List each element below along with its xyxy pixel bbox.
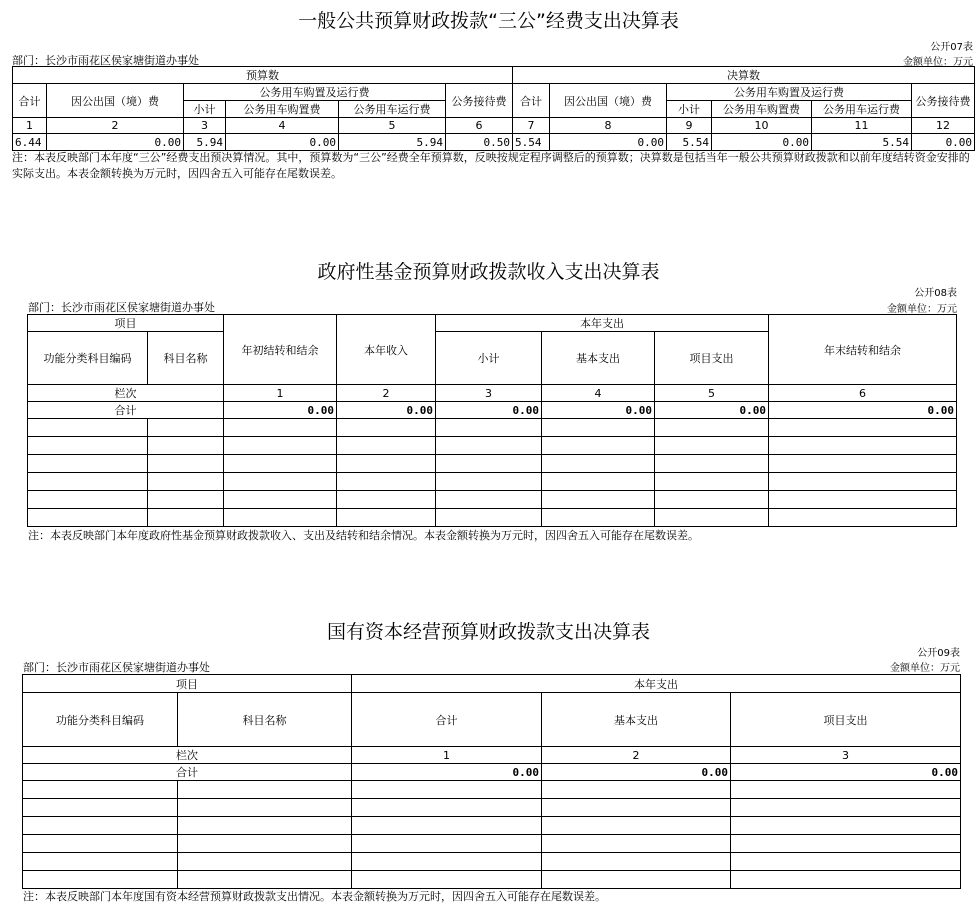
t07-table (12, 66, 975, 151)
t07-colnum: 1 (13, 118, 47, 134)
t07-final-group: 决算数 (513, 67, 975, 84)
t08-code: 公开08表 (914, 288, 957, 299)
t08-unit: 金额单位：万元 (887, 304, 957, 315)
t09-total: 0.00 (731, 764, 961, 781)
t07-colnum: 8 (550, 118, 667, 134)
t08-h-end: 年末结转和结余 (769, 315, 957, 385)
t07-value: 5.54 (812, 134, 912, 151)
t09-note: 注：本表反映部门本年度国有资本经营预算财政拨款支出情况。本表金额转换为万元时，因四舍五入可能存在尾数误差。 (23, 890, 606, 903)
t07-code: 公开07表 (930, 42, 973, 53)
t07-value: 5.54 (513, 134, 550, 151)
t07-h-car-group: 公务用车购置及运行费 (184, 84, 446, 101)
t08-h-col: 栏次 (28, 385, 224, 402)
t07-colnum: 4 (226, 118, 339, 134)
table-row (28, 419, 957, 437)
t08-colnum: 3 (436, 385, 542, 402)
t08-table (27, 314, 957, 527)
t07-h-car-run-final: 公务用车运行费 (812, 101, 912, 118)
t08-h-subtotal: 小计 (436, 332, 542, 385)
t09-h-expense: 本年支出 (352, 675, 961, 693)
t08-h-begin: 年初结转和结余 (224, 315, 337, 385)
t07-value: 6.44 (13, 134, 47, 151)
t09-colnum: 1 (352, 747, 542, 764)
t09-dept: 部门：长沙市雨花区侯家塘街道办事处 (23, 661, 210, 674)
t07-h-car-run: 公务用车运行费 (339, 101, 446, 118)
t09-table (22, 674, 961, 889)
t09-h-func-code: 功能分类科目编码 (23, 693, 178, 747)
t09-colnum: 2 (542, 747, 731, 764)
t07-colnum: 12 (912, 118, 975, 134)
t07-value: 5.94 (339, 134, 446, 151)
table-row (23, 835, 961, 853)
t08-total: 0.00 (337, 402, 436, 419)
t09-title: 国有资本经营预算财政拨款支出决算表 (326, 621, 650, 643)
t08-h-func-code: 功能分类科目编码 (28, 332, 148, 385)
t07-value: 0.00 (550, 134, 667, 151)
t07-h-reception: 公务接待费 (446, 84, 513, 118)
t07-value: 5.94 (184, 134, 226, 151)
t09-h-basic: 基本支出 (542, 693, 731, 747)
table-row (23, 817, 961, 835)
t09-h-subject: 科目名称 (178, 693, 352, 747)
t08-note: 注：本表反映部门本年度政府性基金预算财政拨款收入、支出及结转和结余情况。本表金额转换为万元时，因四舍五入可能存在尾数误差。 (28, 529, 699, 542)
t09-h-project: 项目支出 (731, 693, 961, 747)
t08-title: 政府性基金预算财政拨款收入支出决算表 (317, 261, 660, 283)
t08-h-income: 本年收入 (337, 315, 436, 385)
t07-colnum: 2 (47, 118, 184, 134)
t08-total: 0.00 (542, 402, 655, 419)
t08-colnum: 5 (655, 385, 769, 402)
t08-colnum: 1 (224, 385, 337, 402)
t07-h-total-final: 合计 (513, 84, 550, 118)
t08-h-total: 合计 (28, 402, 224, 419)
t07-h-car-buy-final: 公务用车购置费 (712, 101, 812, 118)
table-row (23, 853, 961, 871)
t09-total: 0.00 (352, 764, 542, 781)
t07-title: 一般公共预算财政拨款“三公”经费支出决算表 (298, 10, 679, 32)
t07-value: 0.00 (912, 134, 975, 151)
t08-h-basic: 基本支出 (542, 332, 655, 385)
t07-h-total: 合计 (13, 84, 47, 118)
t08-dept: 部门：长沙市雨花区侯家塘街道办事处 (28, 301, 215, 314)
t07-note: 注：本表反映部门本年度“三公”经费支出预决算情况。其中，预算数为“三公”经费全年预算数，反映按规定程序调整后的预算数；决算数是包括当年一般公共预算财政拨款和以前年度结转资金安排的实际支出。本表金额转换为万元时，因四舍五入可能存在尾数误差。 (12, 151, 970, 180)
t07-unit: 金额单位：万元 (903, 57, 973, 68)
table-row (28, 455, 957, 473)
t07-colnum: 9 (667, 118, 712, 134)
t07-value: 5.54 (667, 134, 712, 151)
t08-total: 0.00 (436, 402, 542, 419)
t07-colnum: 11 (812, 118, 912, 134)
t07-value: 0.00 (47, 134, 184, 151)
t08-total: 0.00 (655, 402, 769, 419)
t08-colnum: 2 (337, 385, 436, 402)
t07-dept: 部门：长沙市雨花区侯家塘街道办事处 (12, 54, 199, 67)
table-row (23, 799, 961, 817)
t09-colnum: 3 (731, 747, 961, 764)
t07-value: 0.50 (446, 134, 513, 151)
t09-code: 公开09表 (917, 648, 960, 659)
table-row (28, 473, 957, 491)
t09-h-total-col: 合计 (352, 693, 542, 747)
t07-h-reception-final: 公务接待费 (912, 84, 975, 118)
t08-colnum: 4 (542, 385, 655, 402)
table-row (23, 871, 961, 889)
t07-colnum: 6 (446, 118, 513, 134)
t07-budget-group: 预算数 (13, 67, 513, 84)
t08-colnum: 6 (769, 385, 957, 402)
t07-h-subtotal-final: 小计 (667, 101, 712, 118)
t09-h-total: 合计 (23, 764, 352, 781)
t07-colnum: 10 (712, 118, 812, 134)
t09-h-col: 栏次 (23, 747, 352, 764)
t07-value: 0.00 (712, 134, 812, 151)
t09-h-item: 项目 (23, 675, 352, 693)
table-row (28, 509, 957, 527)
t07-value: 0.00 (226, 134, 339, 151)
t08-total: 0.00 (224, 402, 337, 419)
t07-h-abroad-final: 因公出国（境）费 (550, 84, 667, 118)
t08-h-project: 项目支出 (655, 332, 769, 385)
table-row (28, 437, 957, 455)
t08-h-expense: 本年支出 (436, 315, 769, 332)
table-row (23, 781, 961, 799)
t09-unit: 金额单位：万元 (890, 663, 960, 674)
t08-h-subject: 科目名称 (148, 332, 224, 385)
t07-colnum: 7 (513, 118, 550, 134)
t07-colnum: 3 (184, 118, 226, 134)
t07-h-car-group-final: 公务用车购置及运行费 (667, 84, 912, 101)
t09-total: 0.00 (542, 764, 731, 781)
t08-total: 0.00 (769, 402, 957, 419)
t08-h-item: 项目 (28, 315, 224, 332)
table-row (28, 491, 957, 509)
t07-h-abroad: 因公出国（境）费 (47, 84, 184, 118)
t07-colnum: 5 (339, 118, 446, 134)
t07-h-car-buy: 公务用车购置费 (226, 101, 339, 118)
t07-h-subtotal: 小计 (184, 101, 226, 118)
